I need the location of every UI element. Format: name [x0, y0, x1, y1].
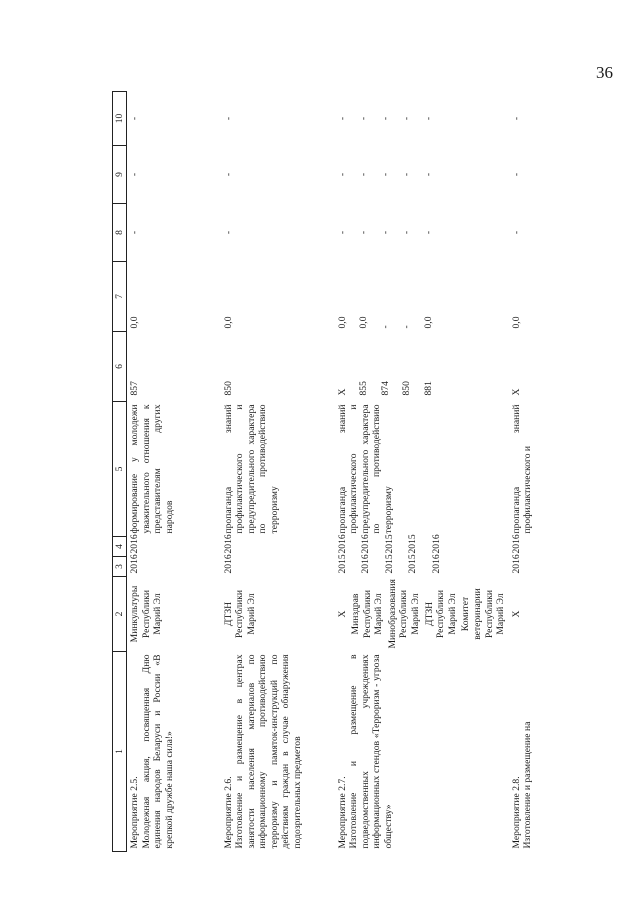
cell-col-7 — [127, 262, 221, 332]
cell-col-4 — [221, 534, 335, 557]
table-row — [127, 92, 221, 852]
cell-text: Республики — [140, 589, 152, 639]
cell-text: 2015 — [407, 554, 419, 574]
cell-text: Изготовление и размещение на — [522, 721, 534, 849]
column-header-2: 2 — [113, 577, 127, 652]
cell-col-9 — [127, 146, 221, 204]
column-header-4: 4 — [113, 537, 127, 557]
cell-text: - — [401, 116, 413, 121]
cell-text: 855 — [358, 381, 370, 396]
cell-text: - — [129, 172, 140, 177]
cell-col-6 — [221, 332, 335, 402]
cell-text: 2016 — [430, 554, 442, 574]
cell-text: 850 — [401, 381, 413, 396]
cell-col-5 — [127, 402, 221, 537]
cell-col-3 — [127, 554, 221, 577]
cell-col-6 — [127, 332, 221, 402]
cell-text: - — [379, 230, 391, 235]
cell-text: Республики — [398, 589, 410, 639]
cell-text: - — [129, 230, 140, 235]
cell-text: пропаганда знаний профилактического и — [510, 404, 534, 534]
column-header-5: 5 — [113, 402, 127, 537]
cell-text: 2015 — [407, 534, 419, 554]
cell-text: Мероприятие 2.5. — [129, 776, 140, 849]
cell-col-8 — [127, 204, 221, 262]
cell-text: Комитет — [460, 596, 472, 632]
cell-col-7 — [509, 262, 536, 332]
cell-col-5 — [509, 402, 536, 537]
table-body — [127, 92, 537, 852]
column-header-7: 7 — [113, 262, 127, 332]
measures-table — [112, 91, 536, 852]
cell-col-1 — [509, 652, 536, 852]
cell-text: Республики — [361, 589, 373, 639]
cell-text: 2016 — [129, 534, 140, 554]
cell-text: - — [379, 172, 391, 177]
cell-text: Минкультуры — [129, 585, 140, 643]
cell-text: 2016 — [360, 534, 372, 554]
cell-text: ветеринарии — [472, 588, 484, 640]
cell-col-6 — [335, 332, 509, 402]
cell-text: ДТЗН — [222, 601, 234, 627]
cell-text: ДТЗН — [423, 601, 435, 627]
cell-text: 2016 — [336, 534, 348, 554]
cell-text: 0,0 — [422, 316, 434, 329]
cell-text: - — [422, 230, 434, 235]
cell-text: Минобразования — [386, 579, 398, 649]
cell-col-3 — [221, 554, 335, 577]
cell-text: 2015 — [336, 554, 348, 574]
column-header-10: 10 — [113, 92, 127, 146]
cell-col-7 — [335, 262, 509, 332]
column-header-8: 8 — [113, 204, 127, 262]
cell-text: - — [222, 116, 234, 121]
cell-text: - — [422, 116, 434, 121]
cell-text: Изготовление и размещение в центрах занятости населения материалов по информационному противодействию терроризму и памяток-инструкций по действиям граждан в случае обнаружения подозрительных предметов — [234, 654, 304, 849]
cell-text: X — [336, 388, 348, 396]
cell-text: - — [222, 172, 234, 177]
column-header-6: 6 — [113, 332, 127, 402]
cell-text: Марий Эл — [410, 593, 422, 635]
cell-text: 881 — [422, 381, 434, 396]
cell-text: - — [379, 116, 391, 121]
cell-col-2 — [127, 577, 221, 652]
cell-col-9 — [221, 146, 335, 204]
cell-text: 2016 — [430, 534, 442, 554]
cell-text: - — [510, 230, 522, 235]
page-number: 36 — [596, 63, 613, 82]
cell-col-10 — [335, 92, 509, 146]
cell-text: Марий Эл — [373, 593, 385, 635]
rotated-table-container — [112, 92, 534, 852]
cell-text: 2016 — [222, 554, 234, 574]
cell-text: 0,0 — [129, 316, 140, 329]
cell-text: формирование у молодежи уважительного отношения к представителям других народов — [129, 404, 175, 534]
cell-text: - — [358, 172, 370, 177]
cell-col-2 — [221, 577, 335, 652]
cell-col-8 — [335, 204, 509, 262]
cell-text: X — [336, 610, 348, 618]
cell-text: X — [510, 610, 522, 618]
cell-text: Марий Эл — [245, 593, 257, 635]
table-row — [509, 92, 536, 852]
cell-text: 0,0 — [358, 316, 370, 329]
cell-col-1 — [127, 652, 221, 852]
cell-text: - — [401, 325, 413, 329]
cell-col-10 — [127, 92, 221, 146]
cell-text: Республики — [483, 589, 495, 639]
cell-text: - — [222, 230, 234, 235]
column-header-3: 3 — [113, 557, 127, 577]
cell-text: - — [379, 325, 391, 329]
cell-text: 0,0 — [222, 316, 234, 329]
cell-text: 857 — [129, 381, 140, 396]
cell-col-9 — [509, 146, 536, 204]
cell-col-3 — [509, 554, 536, 577]
cell-text: 2016 — [129, 554, 140, 574]
cell-text: 2016 — [222, 534, 234, 554]
cell-text: - — [510, 116, 522, 121]
cell-text: пропаганда знаний профилактического и предупредительного характера по противодействию терроризму — [222, 404, 280, 534]
table-row — [335, 92, 509, 852]
cell-col-6 — [509, 332, 536, 402]
cell-text: - — [336, 230, 348, 235]
cell-text: 850 — [222, 381, 234, 396]
cell-col-4 — [127, 534, 221, 557]
table-header — [113, 92, 127, 852]
cell-col-1 — [221, 652, 335, 852]
cell-text: - — [401, 172, 413, 177]
cell-text: - — [510, 172, 522, 177]
cell-text: Молодежная акция, посвященная Дню единения народов Беларуси и России «В крепкой дружбе наша сила!» — [140, 654, 175, 849]
cell-text: - — [358, 116, 370, 121]
cell-text: Мероприятие 2.6. — [222, 776, 234, 849]
cell-text: 2015 — [383, 534, 395, 554]
cell-col-2 — [335, 577, 509, 652]
cell-text: X — [510, 388, 522, 396]
cell-text: Минздрав — [350, 593, 362, 635]
cell-text: - — [336, 172, 348, 177]
cell-col-2 — [509, 577, 536, 652]
cell-text: Изготовление и размещение в подведомственных учреждениях информационных стендов «Терроризм - угроза обществу» — [348, 654, 394, 849]
cell-text: Республики — [435, 589, 447, 639]
cell-text: 2016 — [510, 534, 522, 554]
cell-text: 2016 — [360, 554, 372, 574]
cell-text: - — [358, 230, 370, 235]
cell-col-9 — [335, 146, 509, 204]
cell-col-5 — [335, 402, 509, 537]
cell-text: 0,0 — [336, 316, 348, 329]
cell-col-7 — [221, 262, 335, 332]
cell-text: Марий Эл — [446, 593, 458, 635]
cell-col-10 — [221, 92, 335, 146]
cell-text: Мероприятие 2.8. — [510, 776, 522, 849]
cell-col-8 — [221, 204, 335, 262]
cell-text: 2015 — [383, 554, 395, 574]
cell-col-5 — [221, 402, 335, 537]
cell-col-10 — [509, 92, 536, 146]
cell-text: Марий Эл — [495, 593, 507, 635]
cell-text: Республики — [234, 589, 246, 639]
cell-text: 0,0 — [510, 316, 522, 329]
column-header-1: 1 — [113, 652, 127, 852]
cell-text: Марий Эл — [152, 593, 164, 635]
cell-col-3 — [335, 554, 509, 577]
cell-text: - — [336, 116, 348, 121]
cell-text: 874 — [379, 381, 391, 396]
cell-text: - — [422, 172, 434, 177]
cell-col-1 — [335, 652, 509, 852]
cell-text: - — [401, 230, 413, 235]
cell-col-8 — [509, 204, 536, 262]
column-header-9: 9 — [113, 146, 127, 204]
cell-text: 2016 — [510, 554, 522, 574]
cell-text: пропаганда знаний профилактического и предупредительного характера по противодействию терроризму — [336, 404, 394, 534]
cell-text: Мероприятие 2.7. — [336, 776, 348, 849]
table-row — [221, 92, 335, 852]
cell-text: - — [129, 116, 140, 121]
